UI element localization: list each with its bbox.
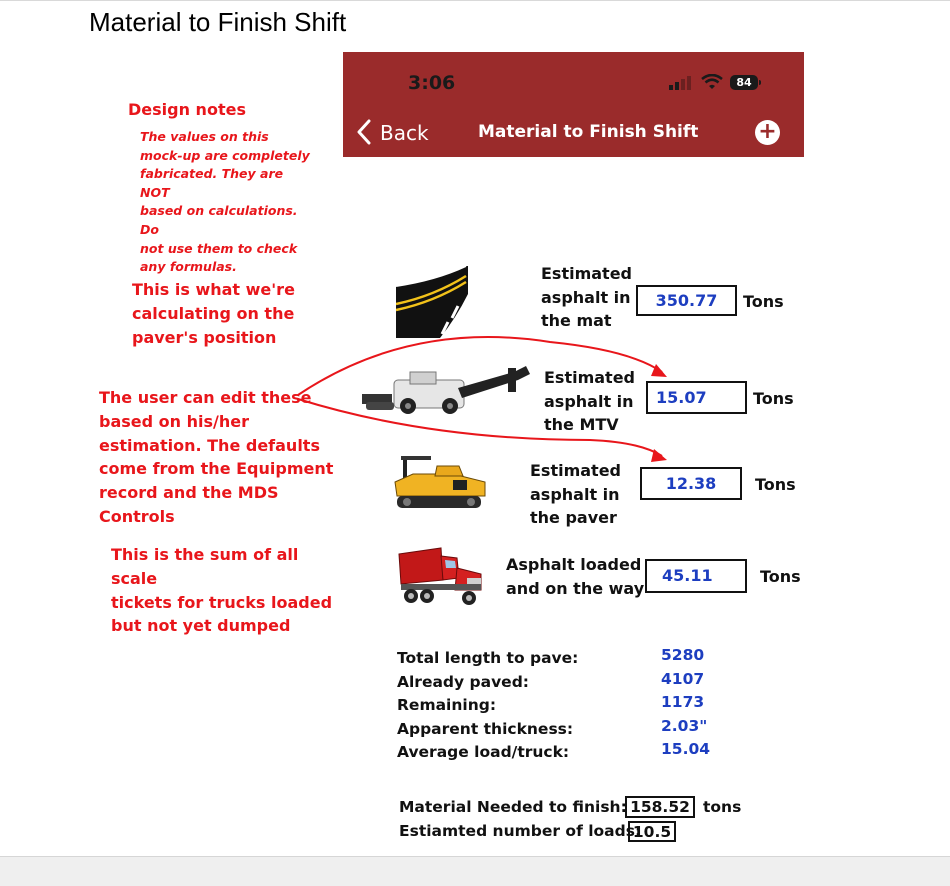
mat-label: Estimated asphalt in the mat xyxy=(541,264,633,331)
material-needed-value: 158.52 xyxy=(625,796,695,818)
mat-unit: Tons xyxy=(743,292,784,311)
sum-note: This is the sum of all scale tickets for trucks loaded but not yet dumped xyxy=(111,545,333,636)
back-button[interactable]: Back xyxy=(380,121,429,145)
paver-value-field[interactable]: 12.38 xyxy=(640,467,742,500)
nav-title: Material to Finish Shift xyxy=(478,122,699,142)
plus-circle-icon[interactable]: + xyxy=(755,120,780,145)
mtv-value-field[interactable]: 15.07 xyxy=(646,381,747,414)
loads-value: 10.5 xyxy=(628,821,676,842)
paver-label: Estimated asphalt in the paver xyxy=(530,461,622,528)
status-time: 3:06 xyxy=(408,72,456,94)
wifi-icon xyxy=(701,74,723,90)
mtv-label: Estimated asphalt in the MTV xyxy=(544,368,636,435)
road-icon xyxy=(396,266,468,338)
bottom-bar xyxy=(0,856,950,886)
loads-label: Estiamted number of loads: xyxy=(399,822,642,840)
battery-tip xyxy=(759,80,761,85)
stats-labels: Total length to pave: Already paved: Remaining: Apparent thickness: Average load/truck: xyxy=(397,649,579,761)
design-notes-body: The values on this mock-up are completely fabricated. They are NOT based on calculations. Do not use them to check any formulas. xyxy=(140,129,310,275)
loaded-label: Asphalt loaded and on the way xyxy=(506,555,645,598)
dump-truck-icon xyxy=(397,544,483,610)
phone-header xyxy=(343,52,804,157)
mtv-machine-icon xyxy=(358,362,532,416)
paver-icon xyxy=(393,452,491,514)
cellular-signal-icon xyxy=(669,76,691,90)
loaded-value-field[interactable]: 45.11 xyxy=(645,559,747,593)
edit-note: The user can edit these based on his/her estimation. The defaults come from the Equipment record and the MDS Controls xyxy=(99,388,334,526)
top-divider xyxy=(0,0,950,1)
stats-values: 5280 4107 1173 2.03" 15.04 xyxy=(661,646,711,758)
design-notes-title: Design notes xyxy=(128,100,246,119)
mat-note: This is what we're calculating on the paver's position xyxy=(132,280,295,347)
loaded-unit: Tons xyxy=(760,567,801,586)
page-title: Material to Finish Shift xyxy=(89,7,347,37)
mat-value-field[interactable]: 350.77 xyxy=(636,285,737,316)
mtv-unit: Tons xyxy=(753,389,794,408)
material-needed-unit: tons xyxy=(703,798,742,816)
paver-unit: Tons xyxy=(755,475,796,494)
material-needed-label: Material Needed to finish: xyxy=(399,798,627,816)
chevron-left-icon[interactable] xyxy=(356,119,372,145)
battery-indicator: 84 xyxy=(730,75,758,90)
